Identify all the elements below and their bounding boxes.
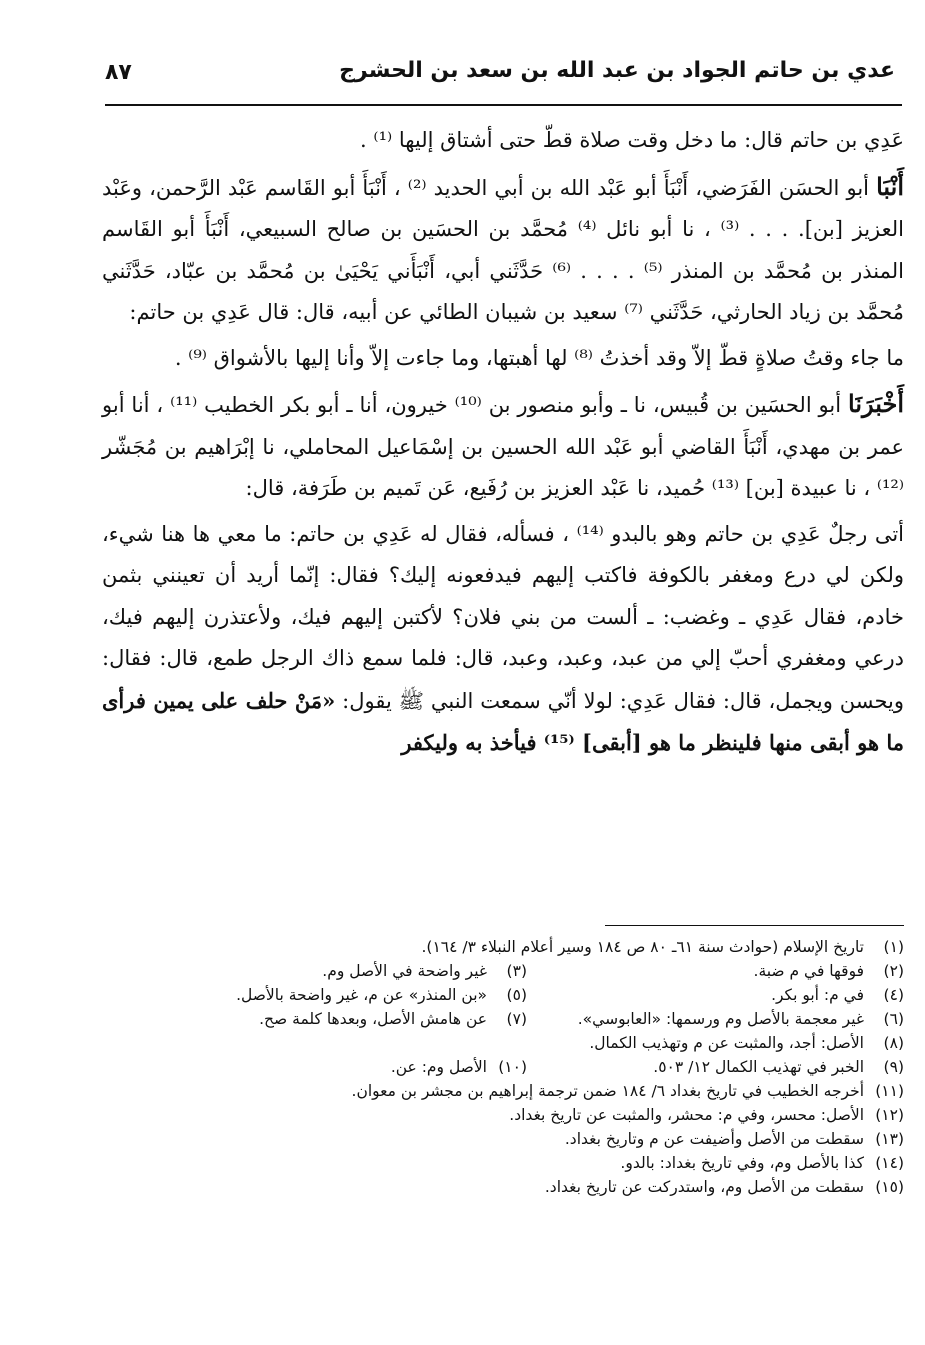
footnote-number: (١٢) bbox=[875, 1106, 904, 1124]
footnote-row bbox=[150, 1031, 904, 1055]
footnote-text: تاريخ الإسلام (حوادث سنة ٦١ـ ٨٠ ص ١٨٤ وسير أعلام النبلاء ٣/ ١٦٤). bbox=[421, 938, 864, 956]
footnote-row bbox=[150, 983, 904, 1007]
footnote-number: (٩) bbox=[883, 1058, 904, 1076]
footnote bbox=[150, 1007, 527, 1031]
paragraph-text: أبو الحسَن الفَرَضي، أَنْبَأَ أبو عَبْد الله بن أبي الحديد ⁽²⁾ ، أَنْبَأَ أبو القَاسم عَبْد الرَّحمن، وعَبْد العزيز [بن]. . . . ⁽³⁾ ، نا أبو نائل ⁽⁴⁾ مُحمَّد بن الحسَين بن صالح السبيعي، أَنْبَأَ أبو القَاسم المنذر بن مُحمَّد بن المنذر ⁽⁵⁾ . . . . ⁽⁶⁾ حَدَّثَني أبي، أَنْبَأَني يَحْيَىٰ بن مُحمَّد بن عبّاد، حَدَّثَني مُحمَّد بن زياد الحارثي، حَدَّثَني ⁽⁷⁾ سعيد بن شيبان الطائي عن أبيه، قال: قال عَدِي بن حاتم: bbox=[102, 175, 904, 324]
footnote bbox=[150, 959, 527, 983]
footnote bbox=[620, 1151, 904, 1175]
footnote bbox=[589, 1031, 904, 1055]
footnote-text: غير معجمة بالأصل وم ورسمها: «العابوسي». bbox=[577, 1010, 864, 1028]
footnote bbox=[150, 983, 527, 1007]
footnote-number: (١٠) bbox=[498, 1058, 527, 1076]
hadith-quote: «مَنْ حلف على يمين فرأى ما هو أبقى منها فلينظر ما هو [أبقى] ⁽¹⁵⁾ فيأخذ به وليكفر bbox=[102, 687, 904, 755]
footnote-text: الأصل وم: عن. bbox=[390, 1058, 487, 1076]
footnote bbox=[422, 935, 905, 959]
footnote bbox=[527, 1007, 904, 1031]
footnote-number: (٢) bbox=[883, 962, 904, 980]
footnote-row bbox=[150, 1007, 904, 1031]
footnote-text: أخرجه الخطيب في تاريخ بغداد ٦/ ١٨٤ ضمن ترجمة إبراهيم بن مجشر بن معوان. bbox=[351, 1082, 864, 1100]
footnote-number: (١) bbox=[883, 938, 904, 956]
paragraph bbox=[102, 514, 904, 765]
footnote-text: عن هامش الأصل، وبعدها كلمة صح. bbox=[259, 1010, 487, 1028]
paragraph bbox=[102, 383, 904, 510]
footnote-text: كذا بالأصل وم، وفي تاريخ بغداد: بالدو. bbox=[620, 1154, 864, 1172]
footnote-row bbox=[150, 1151, 904, 1175]
footnote-text: «بن المنذر» عن م، غير واضحة بالأصل. bbox=[236, 986, 487, 1004]
page-header bbox=[105, 58, 895, 100]
footnote-text: الأصل: محسر، وفي م: محشر، والمثبت عن تاريخ بغداد. bbox=[509, 1106, 864, 1124]
footnote-text: سقطت من الأصل وم، واستدركت عن تاريخ بغداد. bbox=[544, 1178, 864, 1196]
footnotes bbox=[150, 935, 904, 1199]
page-number: ٨٧ bbox=[105, 60, 132, 85]
footnote bbox=[509, 1103, 904, 1127]
footnote-row bbox=[150, 1175, 904, 1199]
paragraph bbox=[102, 166, 904, 334]
footnote-text: الخبر في تهذيب الكمال ١٢/ ٥٠٣. bbox=[653, 1058, 864, 1076]
footnote-row bbox=[150, 1127, 904, 1151]
footnote-number: (٣) bbox=[506, 962, 527, 980]
footnote bbox=[352, 1079, 904, 1103]
running-title: عدي بن حاتم الجواد بن عبد الله بن سعد بن الحشرج bbox=[339, 58, 895, 83]
paragraph bbox=[102, 120, 904, 162]
paragraph-text: أتى رجلٌ عَدِي بن حاتم وهو بالبدو ⁽¹⁴⁾ ، فسأله، فقال له عَدِي بن حاتم: ما معي ها هنا شيء، ولكن لي درع ومغفر بالكوفة فاكتب إليهم فيدفعونه إليك؟ فقال: إنّما أريد أن تعينني بثمن خادم، فقال عَدِي ـ وغضب: ـ ألست من بني فلان؟ لأكتبن إليهم فيك، ولأعتذرن إليهم فيك، درعي ومغفري أحبّ إلي من عبد، وعبد، وعبد، قال: فلما سمع ذاك الرجل طمع، قال: فقال: ويحسن ويجمل، قال: فقال عَدِي: لولا أنّي سمعت النبي ﷺ يقول: bbox=[102, 521, 905, 713]
footnote-number: (٧) bbox=[506, 1010, 527, 1028]
footnote-text: الأصل: أجد، والمثبت عن م وتهذيب الكمال. bbox=[589, 1034, 864, 1052]
header-rule bbox=[105, 104, 902, 106]
footnote-number: (٨) bbox=[883, 1034, 904, 1052]
footnote bbox=[527, 959, 904, 983]
footnote-number: (١٣) bbox=[875, 1130, 904, 1148]
footnote bbox=[545, 1175, 904, 1199]
footnote bbox=[527, 983, 904, 1007]
paragraph-text: عَدِي بن حاتم قال: ما دخل وقت صلاة قطّ حتى أشتاق إليها ⁽¹⁾ . bbox=[360, 128, 904, 152]
isnad-lead-word: أَخْبَرَنَا bbox=[848, 389, 904, 418]
footnote-row bbox=[150, 1079, 904, 1103]
paragraph-text: ما جاء وقتُ صلاةٍ قطّ إلاّ وقد أخذتُ ⁽⁸⁾ لها أهبتها، وما جاءت إلاّ وأنا إليها بالأشواق ⁽⁹⁾ . bbox=[174, 345, 904, 370]
footnote-text: فوقها في م ضبة. bbox=[753, 962, 864, 980]
footnote-separator bbox=[605, 925, 904, 926]
main-text bbox=[102, 120, 904, 765]
paragraph-text: أبو الحسَين بن قُبيس، نا ـ وأبو منصور بن ⁽¹⁰⁾ خيرون، أنا ـ أبو بكر الخطيب ⁽¹¹⁾ ، أنا أبو عمر بن مهدي، أَنْبَأَ القاضي أبو عَبْد الله الحسين بن إسْمَاعيل المحاملي، نا إبْرَاهيم بن مُجَشّر ⁽¹²⁾ ، نا عبيدة [بن] ⁽¹³⁾ حُميد، نا عَبْد العزيز بن رُفَيع، عَن تَميم بن طَرَفة، قال: bbox=[102, 393, 904, 500]
footnote-row bbox=[150, 1055, 904, 1079]
footnote bbox=[565, 1127, 904, 1151]
footnote-number: (١٥) bbox=[875, 1178, 904, 1196]
footnote-number: (١٤) bbox=[875, 1154, 904, 1172]
footnote-number: (٥) bbox=[506, 986, 527, 1004]
paragraph bbox=[102, 338, 904, 380]
footnote-number: (٤) bbox=[883, 986, 904, 1004]
footnote bbox=[150, 1055, 527, 1079]
footnote-text: في م: أبو بكر. bbox=[771, 986, 864, 1004]
footnote-text: سقطت من الأصل وأضيفت عن م وتاريخ بغداد. bbox=[564, 1130, 864, 1148]
footnote-row bbox=[150, 959, 904, 983]
footnote bbox=[527, 1055, 904, 1079]
isnad-lead-word: أَنْبَا bbox=[876, 171, 904, 201]
footnote-row bbox=[150, 935, 904, 959]
footnote-number: (١١) bbox=[875, 1082, 904, 1100]
footnote-number: (٦) bbox=[883, 1010, 904, 1028]
footnote-text: غير واضحة في الأصل وم. bbox=[322, 962, 487, 980]
footnote-row bbox=[150, 1103, 904, 1127]
